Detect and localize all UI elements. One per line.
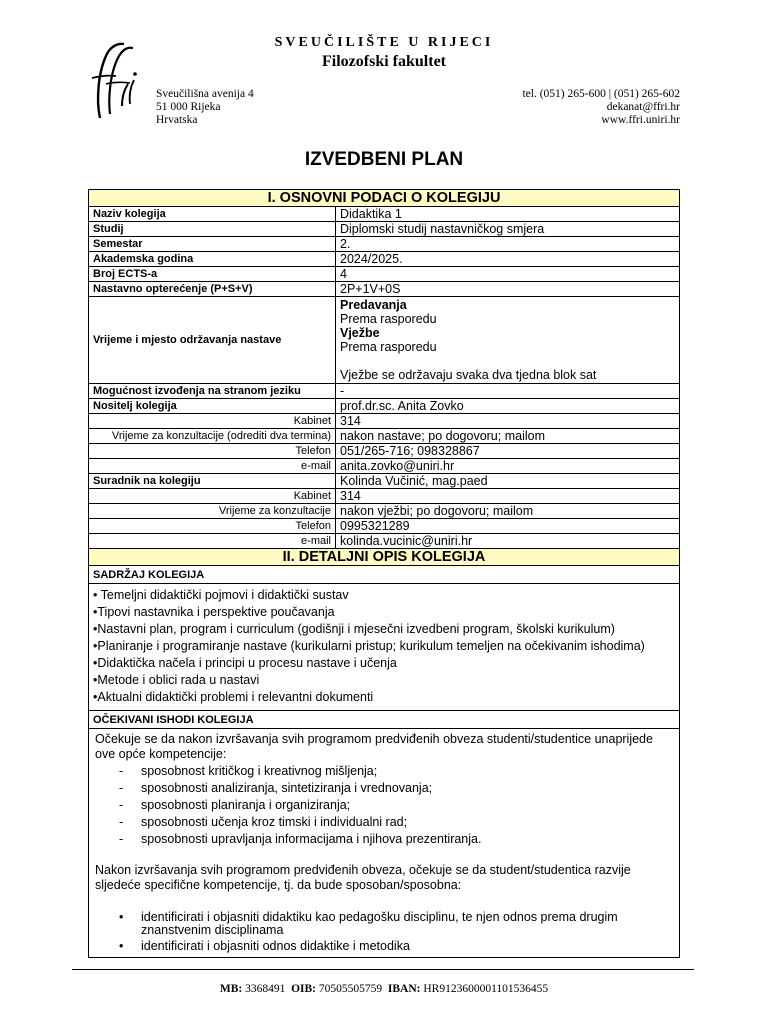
row-label: Semestar xyxy=(89,237,336,252)
oib-value: 70505505759 xyxy=(318,983,383,995)
row-label: Vrijeme za konzultacije (odrediti dva termina) xyxy=(89,429,336,444)
table-row xyxy=(89,534,680,549)
list-item: •Didaktička načela i principi u procesu nastave i učenja xyxy=(93,656,397,670)
row-value: 314 xyxy=(336,489,680,504)
table-row xyxy=(89,414,680,429)
footer xyxy=(0,983,768,995)
table-row xyxy=(89,459,680,474)
list-item: •Tipovi nastavnika i perspektive poučavanja xyxy=(93,605,335,619)
list-item: •Metode i oblici rada u nastavi xyxy=(93,673,260,687)
contact-email[interactable]: dekanat@ffri.hr xyxy=(606,101,680,113)
list-item: - sposobnosti upravljanja informacijama i njihova prezentiranja. xyxy=(95,832,673,847)
row-value: nakon vježbi; po dogovoru; mailom xyxy=(336,504,680,519)
row-value: nakon nastave; po dogovoru; mailom xyxy=(336,429,680,444)
row-label: Kabinet xyxy=(89,489,336,504)
row-label: Telefon xyxy=(89,444,336,459)
exercises-text: Prema rasporedu xyxy=(340,340,437,354)
lectures-text: Prema rasporedu xyxy=(340,312,437,326)
table-row xyxy=(89,489,680,504)
ffri-logo xyxy=(86,40,138,120)
table-row xyxy=(89,267,680,282)
contact-phone: tel. (051) 265-600 | (051) 265-602 xyxy=(522,88,680,100)
row-value: prof.dr.sc. Anita Zovko xyxy=(336,399,680,414)
address-line: Sveučilišna avenija 4 xyxy=(156,88,254,100)
row-label: Nositelj kolegija xyxy=(89,399,336,414)
footer-divider xyxy=(72,969,694,970)
outcomes-cell xyxy=(89,729,680,958)
row-label: Kabinet xyxy=(89,414,336,429)
schedule-note: Vježbe se održavaju svaka dva tjedna blok sat xyxy=(340,368,597,382)
table-row xyxy=(89,399,680,414)
address-block xyxy=(156,88,254,127)
row-label: Nastavno opterećenje (P+S+V) xyxy=(89,282,336,297)
row-label: Studij xyxy=(89,222,336,237)
holder-email-link[interactable]: anita.zovko@uniri.hr xyxy=(336,459,680,474)
table-row xyxy=(89,444,680,459)
row-label: e-mail xyxy=(89,534,336,549)
row-label: Telefon xyxy=(89,519,336,534)
list-item: •Aktualni didaktički problemi i relevantni dokumenti xyxy=(93,690,374,704)
list-item: - sposobnosti analiziranja, sintetiziranja i vrednovanja; xyxy=(95,781,673,796)
list-item: - sposobnosti planiranja i organiziranja; xyxy=(95,798,673,813)
row-label: Suradnik na kolegiju xyxy=(89,474,336,489)
contact-block xyxy=(522,88,680,127)
table-row xyxy=(89,519,680,534)
table-row xyxy=(89,222,680,237)
schedule-cell xyxy=(336,297,680,384)
oib-label: OIB: xyxy=(291,983,316,995)
faculty-name: Filozofski fakultet xyxy=(322,53,446,70)
table-row xyxy=(89,429,680,444)
row-label: Naziv kolegija xyxy=(89,207,336,222)
table-row xyxy=(89,474,680,489)
iban-value: HR9123600001101536455 xyxy=(423,983,549,995)
row-label: Broj ECTS-a xyxy=(89,267,336,282)
exercises-title: Vježbe xyxy=(340,326,380,340)
table-row xyxy=(89,384,680,399)
list-item: - sposobnosti učenja kroz timski i individualni rad; xyxy=(95,815,673,830)
table-row xyxy=(89,207,680,222)
row-label: Vrijeme za konzultacije xyxy=(89,504,336,519)
table-row xyxy=(89,282,680,297)
row-value: 2024/2025. xyxy=(336,252,680,267)
list-item: • identificirati i objasniti didaktiku kao pedagošku disciplinu, te njen odnos prema drugim znanstvenim disciplinama xyxy=(95,911,673,937)
address-line: Hrvatska xyxy=(156,114,198,126)
table-row xyxy=(89,504,680,519)
subsection-title: OČEKIVANI ISHODI KOLEGIJA xyxy=(89,711,680,729)
iban-label: IBAN: xyxy=(387,983,421,995)
specific-intro: Nakon izvršavanja svih programom predviđenih obveza, očekuje se da student/studentica razvije sljedeće specifične kompetencije, tj. da bude sposoban/sposobna: xyxy=(95,863,631,892)
row-label: e-mail xyxy=(89,459,336,474)
row-value: 2P+1V+0S xyxy=(336,282,680,297)
row-value: 314 xyxy=(336,414,680,429)
outcomes-intro: Očekuje se da nakon izvršavanja svih programom predviđenih obveza studenti/studentice unaprijede ove opće kompetencije: xyxy=(95,732,653,761)
section-title: II. DETALJNI OPIS KOLEGIJA xyxy=(89,549,680,566)
row-label: Vrijeme i mjesto održavanja nastave xyxy=(89,297,336,384)
mb-label: MB: xyxy=(219,983,243,995)
row-label: Akademska godina xyxy=(89,252,336,267)
row-label: Mogućnost izvođenja na stranom jeziku xyxy=(89,384,336,399)
lectures-title: Predavanja xyxy=(340,298,407,312)
table-row xyxy=(89,252,680,267)
row-value: 4 xyxy=(336,267,680,282)
row-value: 051/265-716; 098328867 xyxy=(336,444,680,459)
document-title: IZVEDBENI PLAN xyxy=(304,149,464,170)
row-value: 0995321289 xyxy=(336,519,680,534)
general-competences-list xyxy=(95,764,673,847)
associate-email-link[interactable]: kolinda.vucinic@uniri.hr xyxy=(336,534,680,549)
address-line: 51 000 Rijeka xyxy=(156,101,221,113)
specific-competences-list xyxy=(95,911,673,953)
contact-website[interactable]: www.ffri.uniri.hr xyxy=(601,114,680,126)
list-item: • identificirati i objasniti odnos didaktike i metodika xyxy=(95,940,673,953)
row-value: Diplomski studij nastavničkog smjera xyxy=(336,222,680,237)
list-item: • Temeljni didaktički pojmovi i didaktički sustav xyxy=(93,588,349,602)
list-item: - sposobnost kritičkog i kreativnog mišljenja; xyxy=(95,764,673,779)
university-name: SVEUČILIŠTE U RIJECI xyxy=(274,35,494,50)
list-item: •Planiranje i programiranje nastave (kurikularni pristup; kurikulum temeljen na očekivanim ishodima) xyxy=(93,639,645,653)
row-value: Kolinda Vučinić, mag.paed xyxy=(336,474,680,489)
row-value: - xyxy=(336,384,680,399)
mb-value: 3368491 xyxy=(245,983,286,995)
list-item: •Nastavni plan, program i curriculum (godišnji i mjesečni izvedbeni program, školski kurikulum) xyxy=(93,622,615,636)
course-plan-table xyxy=(88,189,680,958)
table-row xyxy=(89,237,680,252)
row-value: Didaktika 1 xyxy=(336,207,680,222)
content-list xyxy=(89,584,680,711)
subsection-title: SADRŽAJ KOLEGIJA xyxy=(89,566,680,584)
section-title: I. OSNOVNI PODACI O KOLEGIJU xyxy=(89,190,680,207)
table-row xyxy=(89,297,680,384)
row-value: 2. xyxy=(336,237,680,252)
